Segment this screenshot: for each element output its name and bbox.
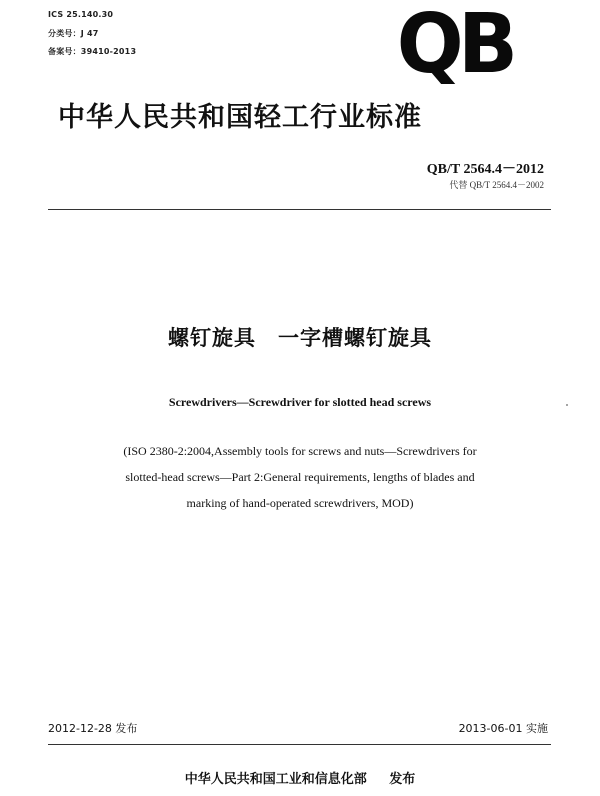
iso-reference-line: marking of hand-operated screwdrivers, MOD)	[186, 496, 414, 510]
issue-date: 2012-12-28 发布	[48, 722, 138, 735]
scan-speck	[566, 404, 568, 406]
bottom-divider	[48, 744, 551, 745]
record-number: 备案号：39410-2013	[48, 47, 137, 56]
iso-reference-line: slotted-head screws—Part 2:General requirements, lengths of blades and	[125, 470, 475, 484]
issuing-authority: 中华人民共和国工业和信息化部 发布	[184, 772, 416, 787]
classification-number: 分类号：J 47	[48, 29, 99, 38]
ics-code: ICS 25.140.30	[48, 10, 114, 19]
iso-reference	[0, 438, 600, 516]
document-title-chinese: 螺钉旋具 一字槽螺钉旋具	[168, 326, 432, 350]
qb-logo: QB	[396, 0, 512, 92]
document-title-english: Screwdrivers—Screwdriver for slotted head screws	[168, 395, 432, 409]
implementation-date: 2013-06-01 实施	[458, 722, 548, 735]
standard-code: QB/T 2564.4－2012	[426, 162, 544, 177]
top-divider	[48, 209, 551, 210]
iso-reference-line: (ISO 2380-2:2004,Assembly tools for screws and nuts—Screwdrivers for	[123, 444, 477, 458]
standard-title: 中华人民共和国轻工行业标准	[58, 102, 422, 133]
replaces-standard: 代替 QB/T 2564.4－2002	[449, 180, 544, 190]
